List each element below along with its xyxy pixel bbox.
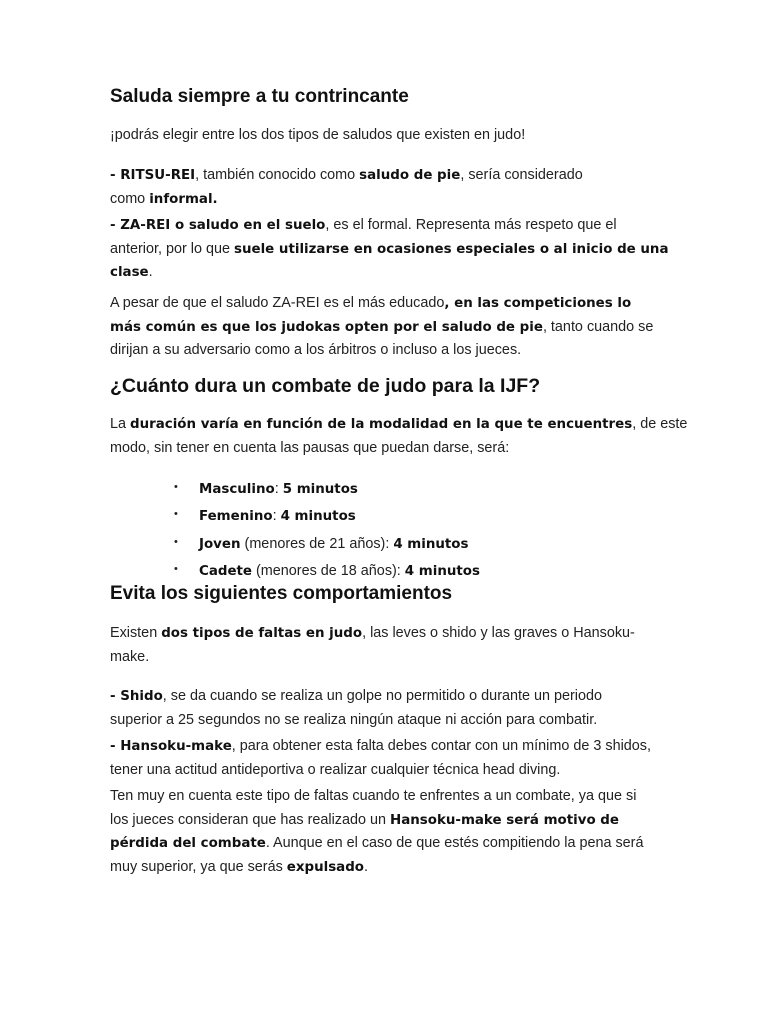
bold-text: Hansoku-make será motivo de xyxy=(390,812,619,828)
bullet-icon: • xyxy=(174,536,178,548)
hansoku-make-paragraph xyxy=(110,735,651,782)
list-item-masculino xyxy=(174,481,358,497)
text: Ten muy en cuenta este tipo de faltas cuando te enfrentes a un combate, ya que si xyxy=(110,788,637,804)
bold-text: expulsado xyxy=(286,859,364,875)
text: . xyxy=(148,264,153,280)
bullet-icon: • xyxy=(174,563,178,575)
text: (menores de 18 años): xyxy=(252,563,405,579)
text: , las leves o shido y las graves o Hansoku- xyxy=(362,625,635,641)
list-item-cadete xyxy=(174,563,480,579)
text: muy superior, ya que serás xyxy=(110,858,287,875)
bold-text: Femenino xyxy=(199,509,273,524)
text: , es el formal. Representa más respeto que el xyxy=(325,217,617,233)
text: como xyxy=(110,190,150,207)
bold-text: Masculino xyxy=(199,482,275,497)
bold-text: más común es que los judokas opten por el saludo de pie xyxy=(110,319,543,335)
bold-text: suele utilizarse en ocasiones especiales o al inicio de una xyxy=(234,241,669,257)
text: dirijan a su adversario como a los árbitros o incluso a los jueces. xyxy=(110,342,522,358)
shido-paragraph xyxy=(110,685,602,732)
text: A pesar de que el saludo ZA-REI es el más educado xyxy=(110,295,445,311)
text: , sería considerado xyxy=(460,167,583,183)
bullet-icon: • xyxy=(174,481,178,493)
bold-text: - RITSU-REI xyxy=(110,168,196,183)
bold-text: clase xyxy=(110,265,149,280)
text: Existen xyxy=(110,625,162,641)
text: anterior, por lo que xyxy=(110,240,234,257)
bold-text: - Shido xyxy=(110,689,163,704)
bold-text: - Hansoku-make xyxy=(110,739,232,754)
text: , de este xyxy=(632,416,688,432)
bold-text: 4 minutos xyxy=(404,564,480,579)
bold-text: duración varía en función de la modalidad en la que te encuentres xyxy=(130,417,633,432)
bold-text: 5 minutos xyxy=(282,482,358,497)
text: (menores de 21 años): xyxy=(240,536,394,552)
pesar-paragraph xyxy=(110,292,653,363)
bold-text: - ZA-REI o saludo en el suelo xyxy=(110,218,326,233)
section-title-comportamientos: Evita los siguientes comportamientos xyxy=(110,583,453,604)
list-item-joven xyxy=(174,536,469,552)
bold-text: 4 minutos xyxy=(280,509,356,524)
faltas-intro xyxy=(110,622,635,669)
text: , también conocido como xyxy=(195,167,360,183)
text: . Aunque en el caso de que estés compitiendo la pena será xyxy=(265,835,644,851)
bold-text: Joven xyxy=(199,537,241,552)
text: superior a 25 segundos no se realiza ningún ataque ni acción para combatir. xyxy=(110,711,598,728)
text: , para obtener esta falta debes contar con un mínimo de 3 shidos, xyxy=(231,738,651,754)
final-paragraph xyxy=(110,785,643,879)
bold-text: 4 minutos xyxy=(393,537,469,552)
text: los jueces consideran que has realizado un xyxy=(110,811,390,828)
list-item-femenino xyxy=(174,508,356,524)
bold-text: , en las competiciones lo xyxy=(444,296,632,311)
text: La xyxy=(110,416,131,432)
text: . xyxy=(364,858,368,875)
text: make. xyxy=(110,648,150,665)
section-title-duracion: ¿Cuánto dura un combate de judo para la IJF? xyxy=(110,375,541,397)
bold-text: pérdida del combate xyxy=(110,836,266,851)
text: tener una actitud antideportiva o realizar cualquier técnica head diving. xyxy=(110,761,561,778)
bold-text: Cadete xyxy=(199,564,253,579)
text: : xyxy=(274,481,283,497)
ritsu-rei-paragraph xyxy=(110,164,583,211)
bold-text: informal. xyxy=(149,191,218,207)
text: , tanto cuando se xyxy=(542,318,654,335)
bullet-icon: • xyxy=(174,508,178,520)
text: , se da cuando se realiza un golpe no permitido o durante un periodo xyxy=(162,688,602,704)
section-title-saludo: Saluda siempre a tu contrincante xyxy=(110,86,409,107)
text: : xyxy=(272,508,281,524)
bold-text: saludo de pie xyxy=(359,168,461,183)
duracion-intro xyxy=(110,413,687,460)
saludo-intro: ¡podrás elegir entre los dos tipos de saludos que existen en judo! xyxy=(110,127,526,143)
za-rei-paragraph xyxy=(110,214,669,285)
text: modo, sin tener en cuenta las pausas que puedan darse, será: xyxy=(110,439,510,456)
bold-text: dos tipos de faltas en judo xyxy=(161,626,363,641)
